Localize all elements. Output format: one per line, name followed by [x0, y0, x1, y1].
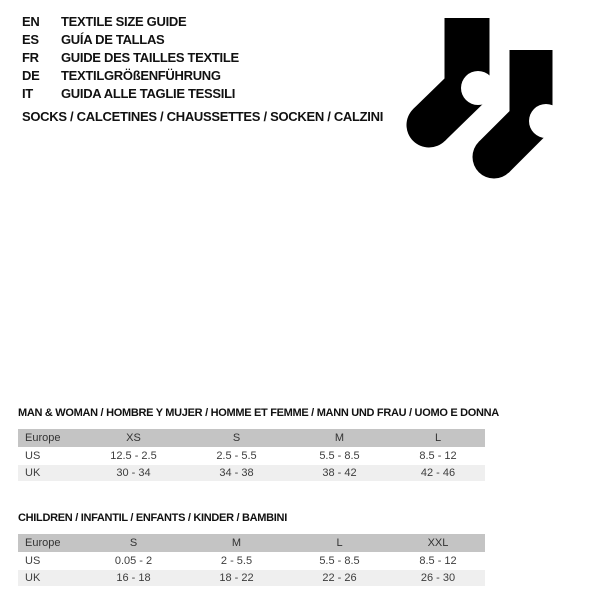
column-header-m: M	[185, 534, 288, 553]
table-row-uk	[18, 465, 485, 482]
language-code: ES	[22, 32, 39, 47]
language-label: TEXTILGRÖßENFÜHRUNG	[61, 68, 221, 83]
language-label: GUIDE DES TAILLES TEXTILE	[61, 50, 239, 65]
size-value: 42 - 46	[391, 465, 485, 482]
column-header-xxl: XXL	[391, 534, 485, 553]
size-value: 0.05 - 2	[82, 553, 185, 570]
size-value: 38 - 42	[288, 465, 391, 482]
language-row-it	[22, 85, 239, 103]
language-row-en	[22, 13, 239, 31]
language-code: FR	[22, 50, 39, 65]
language-list	[22, 13, 239, 103]
socks-icon	[405, 10, 570, 185]
column-header-m: M	[288, 429, 391, 448]
language-label: GUÍA DE TALLAS	[61, 32, 165, 47]
size-value: 18 - 22	[185, 570, 288, 587]
language-label: GUIDA ALLE TAGLIE TESSILI	[61, 86, 236, 101]
language-label: TEXTILE SIZE GUIDE	[61, 14, 187, 29]
region-label: US	[18, 448, 82, 465]
man-woman-table-title: MAN & WOMAN / HOMBRE Y MUJER / HOMME ET FEMME / MANN UND FRAU / UOMO E DONNA	[18, 407, 499, 419]
language-code: DE	[22, 68, 40, 83]
size-value: 22 - 26	[288, 570, 391, 587]
size-value: 5.5 - 8.5	[288, 553, 391, 570]
man-woman-size-table	[18, 429, 485, 482]
column-header-europe: Europe	[18, 429, 82, 448]
region-label: UK	[18, 570, 82, 587]
size-value: 5.5 - 8.5	[288, 448, 391, 465]
children-section	[18, 512, 485, 587]
size-value: 26 - 30	[391, 570, 485, 587]
children-size-table	[18, 534, 485, 587]
size-value: 2 - 5.5	[185, 553, 288, 570]
language-code: IT	[22, 86, 33, 101]
language-code: EN	[22, 14, 40, 29]
table-row-us	[18, 553, 485, 570]
table-row-uk	[18, 570, 485, 587]
language-row-de	[22, 67, 239, 85]
man-woman-section	[18, 407, 499, 482]
column-header-l: L	[288, 534, 391, 553]
column-header-europe: Europe	[18, 534, 82, 553]
language-row-es	[22, 31, 239, 49]
table-row-us	[18, 448, 485, 465]
column-header-s: S	[185, 429, 288, 448]
table-header-row	[18, 534, 485, 553]
size-value: 30 - 34	[82, 465, 185, 482]
size-value: 34 - 38	[185, 465, 288, 482]
category-title: SOCKS / CALCETINES / CHAUSSETTES / SOCKEN / CALZINI	[22, 109, 384, 124]
column-header-l: L	[391, 429, 485, 448]
language-row-fr	[22, 49, 239, 67]
region-label: UK	[18, 465, 82, 482]
size-value: 8.5 - 12	[391, 448, 485, 465]
size-value: 16 - 18	[82, 570, 185, 587]
table-header-row	[18, 429, 485, 448]
size-value: 12.5 - 2.5	[82, 448, 185, 465]
children-table-title: CHILDREN / INFANTIL / ENFANTS / KINDER / BAMBINI	[18, 512, 287, 524]
size-value: 2.5 - 5.5	[185, 448, 288, 465]
region-label: US	[18, 553, 82, 570]
column-header-xs: XS	[82, 429, 185, 448]
size-value: 8.5 - 12	[391, 553, 485, 570]
column-header-s: S	[82, 534, 185, 553]
